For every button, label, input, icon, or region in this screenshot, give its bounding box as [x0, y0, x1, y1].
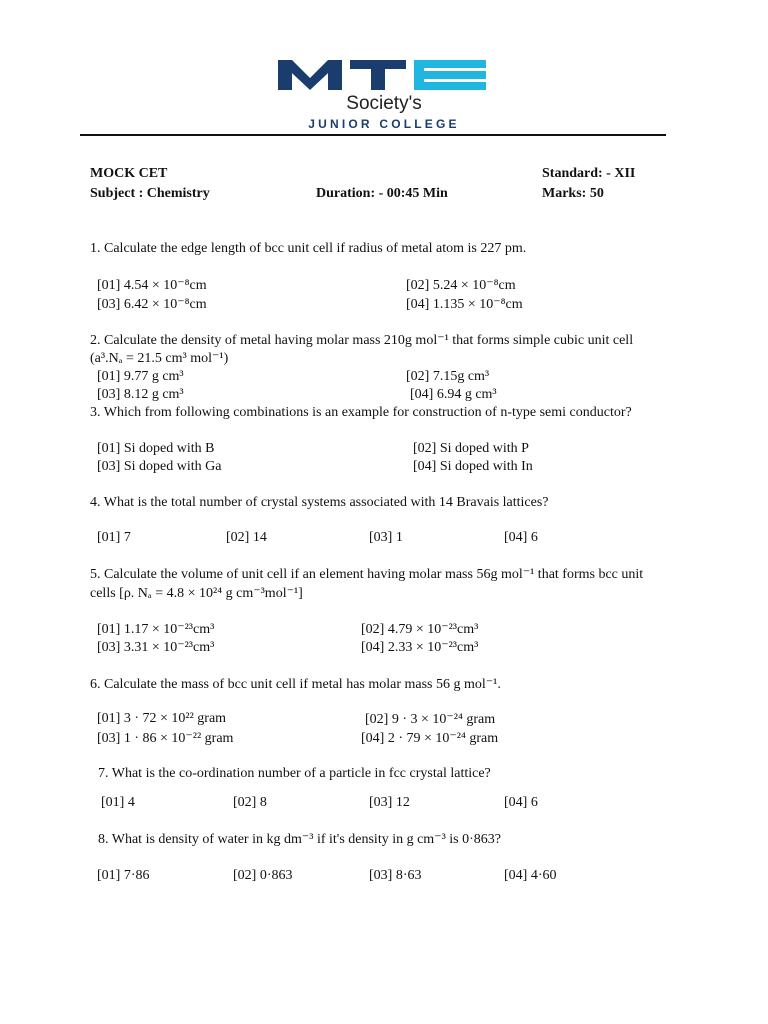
question-5-option-1: [01] 1.17 × 10⁻²³cm³ — [97, 622, 215, 637]
question-3-text: 3. Which from following combinations is an example for construction of n-type semi conductor? — [90, 405, 632, 420]
question-2-option-2: [02] 7.15g cm³ — [406, 369, 490, 384]
question-4-option-1: [01] 7 — [97, 530, 131, 545]
question-1-option-2: [02] 5.24 × 10⁻⁸cm — [406, 278, 516, 293]
mte-logo-graphic — [262, 48, 506, 134]
logo-letter-t — [350, 60, 406, 90]
question-1-option-1: [01] 4.54 × 10⁻⁸cm — [97, 278, 207, 293]
question-2-text: 2. Calculate the density of metal having molar mass 210g mol⁻¹ that forms simple cubic unit cell — [90, 333, 634, 348]
duration-label: Duration: - 00:45 Min — [316, 186, 448, 201]
question-2-text-cont: (a³.Nₐ = 21.5 cm³ mol⁻¹) — [90, 351, 229, 366]
question-7-text: 7. What is the co-ordination number of a particle in fcc crystal lattice? — [98, 766, 491, 781]
question-7-option-3: [03] 12 — [369, 795, 410, 810]
question-3-option-4: [04] Si doped with In — [413, 459, 533, 474]
header-divider — [80, 134, 666, 136]
logo-letter-e — [414, 60, 486, 90]
question-5-option-3: [03] 3.31 × 10⁻²³cm³ — [97, 640, 215, 655]
question-6-option-3: [03] 1 · 86 × 10⁻²² gram — [97, 731, 234, 746]
question-4-option-3: [03] 1 — [369, 530, 403, 545]
logo-college-text: JUNIOR COLLEGE — [308, 117, 460, 131]
question-6-option-1: [01] 3 · 72 × 10²² gram — [97, 711, 227, 726]
question-3-option-3: [03] Si doped with Ga — [97, 459, 222, 474]
subject-label: Subject : Chemistry — [90, 186, 210, 201]
question-6-option-4: [04] 2 · 79 × 10⁻²⁴ gram — [361, 731, 499, 746]
question-7-option-4: [04] 6 — [504, 795, 538, 810]
question-6-option-2: [02] 9 · 3 × 10⁻²⁴ gram — [365, 712, 496, 727]
question-3-option-2: [02] Si doped with P — [413, 441, 529, 456]
question-4-option-4: [04] 6 — [504, 530, 538, 545]
question-5-option-2: [02] 4.79 × 10⁻²³cm³ — [361, 622, 479, 637]
question-1-option-3: [03] 6.42 × 10⁻⁸cm — [97, 297, 207, 312]
question-8-text: 8. What is density of water in kg dm⁻³ if it's density in g cm⁻³ is 0·863? — [98, 832, 501, 847]
question-3-option-1: [01] Si doped with B — [97, 441, 215, 456]
question-4-option-2: [02] 14 — [226, 530, 267, 545]
question-7-option-2: [02] 8 — [233, 795, 267, 810]
question-8-option-4: [04] 4·60 — [504, 868, 557, 883]
question-8-option-3: [03] 8·63 — [369, 868, 422, 883]
marks-label: Marks: 50 — [542, 186, 604, 201]
question-2-option-1: [01] 9.77 g cm³ — [97, 369, 184, 384]
question-5-option-4: [04] 2.33 × 10⁻²³cm³ — [361, 640, 479, 655]
exam-title: MOCK CET — [90, 166, 168, 181]
question-8-option-2: [02] 0·863 — [233, 868, 293, 883]
question-1-text: 1. Calculate the edge length of bcc unit cell if radius of metal atom is 227 pm. — [90, 241, 527, 256]
logo-letter-m — [278, 60, 342, 90]
question-8-option-1: [01] 7·86 — [97, 868, 150, 883]
question-5-text-cont: cells [ρ. Nₐ = 4.8 × 10²⁴ g cm⁻³mol⁻¹] — [90, 586, 303, 601]
question-2-option-3: [03] 8.12 g cm³ — [97, 387, 184, 402]
question-5-text: 5. Calculate the volume of unit cell if an element having molar mass 56g mol⁻¹ that forms bcc unit — [90, 567, 644, 582]
standard-label: Standard: - XII — [542, 166, 636, 181]
question-2-option-4: [04] 6.94 g cm³ — [410, 387, 497, 402]
college-logo — [262, 48, 506, 134]
question-1-option-4: [04] 1.135 × 10⁻⁸cm — [406, 297, 523, 312]
question-7-option-1: [01] 4 — [101, 795, 135, 810]
question-4-text: 4. What is the total number of crystal systems associated with 14 Bravais lattices? — [90, 495, 549, 510]
question-6-text: 6. Calculate the mass of bcc unit cell if metal has molar mass 56 g mol⁻¹. — [90, 677, 501, 692]
logo-society-text: Society's — [346, 93, 422, 114]
